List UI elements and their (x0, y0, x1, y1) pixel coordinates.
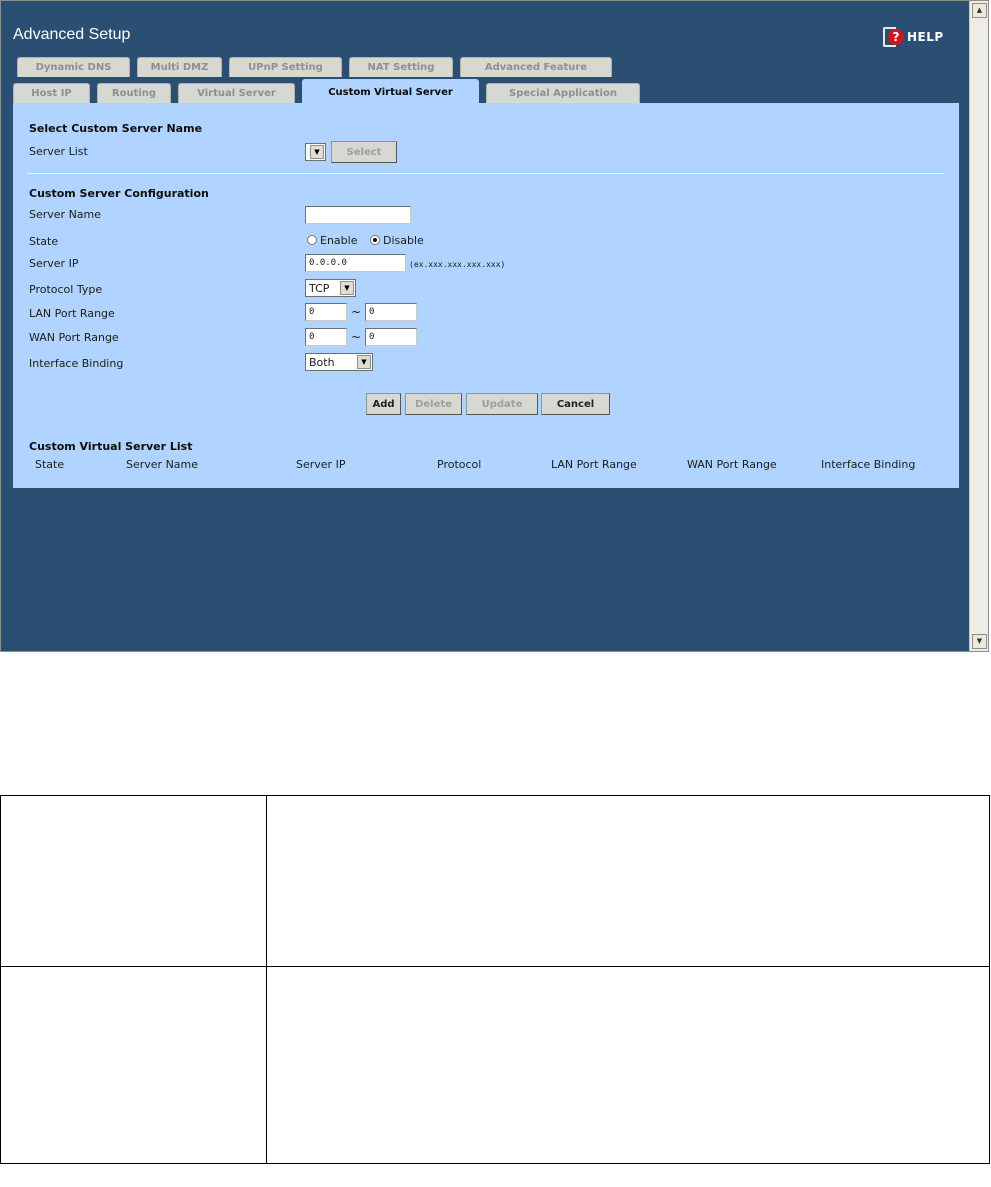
interface-binding-label: Interface Binding (29, 357, 124, 370)
tab-upnp-setting[interactable]: UPnP Setting (229, 57, 342, 77)
config-section-heading: Custom Server Configuration (29, 187, 209, 200)
help-button[interactable] (883, 26, 944, 48)
lan-port-from-input[interactable] (305, 303, 347, 321)
question-icon: ? (888, 29, 904, 45)
tab-virtual-server[interactable]: Virtual Server (178, 83, 295, 103)
chevron-down-icon: ▼ (340, 281, 354, 295)
protocol-type-label: Protocol Type (29, 283, 103, 296)
lan-range-separator: ~ (351, 305, 362, 319)
cancel-button[interactable]: Cancel (541, 393, 610, 415)
chevron-down-icon: ▼ (357, 355, 371, 369)
interface-binding-select[interactable]: Both ▼ (305, 353, 373, 371)
scroll-down-icon[interactable]: ▼ (972, 634, 987, 649)
tab-dynamic-dns[interactable]: Dynamic DNS (17, 57, 130, 77)
state-disable-label: Disable (383, 234, 424, 247)
server-name-label: Server Name (29, 208, 102, 221)
table-column-divider (266, 796, 267, 1163)
tab-advanced-feature[interactable]: Advanced Feature (460, 57, 612, 77)
server-ip-input[interactable] (305, 254, 406, 272)
column-header-lan-port-range: LAN Port Range (551, 458, 637, 471)
column-header-wan-port-range: WAN Port Range (687, 458, 777, 471)
select-section-heading: Select Custom Server Name (29, 122, 203, 135)
section-divider (27, 173, 945, 174)
select-button[interactable]: Select (331, 141, 397, 163)
protocol-type-select[interactable]: TCP ▼ (305, 279, 356, 297)
wan-port-from-input[interactable] (305, 328, 347, 346)
column-header-state: State (35, 458, 65, 471)
add-button[interactable]: Add (366, 393, 401, 415)
server-ip-label: Server IP (29, 257, 79, 270)
state-enable-label: Enable (320, 234, 358, 247)
content-panel (13, 103, 959, 488)
list-heading: Custom Virtual Server List (29, 440, 193, 453)
description-table (0, 795, 990, 1164)
wan-port-range-label: WAN Port Range (29, 331, 119, 344)
server-list-label: Server List (29, 145, 88, 158)
update-button[interactable]: Update (466, 393, 538, 415)
state-label: State (29, 235, 59, 248)
tab-host-ip[interactable]: Host IP (13, 83, 90, 103)
table-row-divider (1, 966, 989, 967)
tab-multi-dmz[interactable]: Multi DMZ (137, 57, 222, 77)
help-label: HELP (907, 30, 944, 44)
state-disable-radio[interactable] (370, 235, 380, 245)
column-header-interface-binding: Interface Binding (821, 458, 916, 471)
server-list-select[interactable] (305, 143, 326, 161)
tab-routing[interactable]: Routing (97, 83, 171, 103)
column-header-server-name: Server Name (126, 458, 199, 471)
tab-special-application[interactable]: Special Application (486, 83, 640, 103)
server-ip-hint: (ex.xxx.xxx.xxx.xxx) (409, 260, 506, 269)
vertical-scrollbar[interactable] (969, 1, 988, 651)
server-name-input[interactable] (305, 206, 411, 224)
state-enable-radio[interactable] (307, 235, 317, 245)
tab-custom-virtual-server[interactable]: Custom Virtual Server (302, 79, 479, 104)
delete-button[interactable]: Delete (405, 393, 462, 415)
scroll-up-icon[interactable]: ▲ (972, 3, 987, 18)
lan-port-to-input[interactable] (365, 303, 417, 321)
column-header-server-ip: Server IP (296, 458, 346, 471)
column-header-protocol: Protocol (437, 458, 482, 471)
chevron-down-icon: ▼ (310, 145, 324, 159)
wan-port-to-input[interactable] (365, 328, 417, 346)
page-title: Advanced Setup (13, 26, 131, 43)
wan-range-separator: ~ (351, 330, 362, 344)
lan-port-range-label: LAN Port Range (29, 307, 115, 320)
tab-nat-setting[interactable]: NAT Setting (349, 57, 453, 77)
